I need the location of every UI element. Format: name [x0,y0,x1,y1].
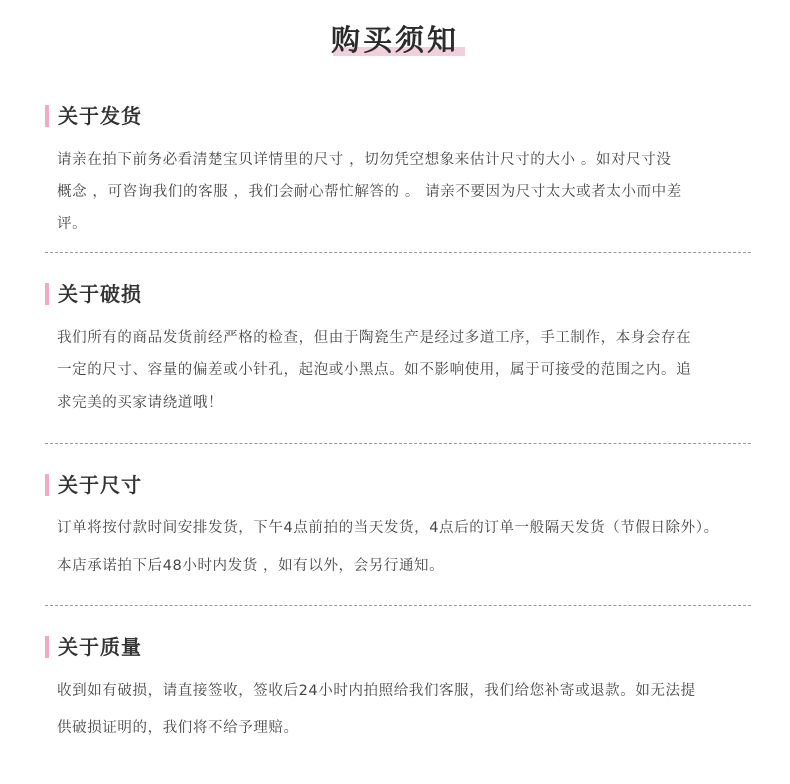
section-heading: 关于破损 [58,282,142,306]
section-text-line: 我们所有的商品发货前经严格的检查，但由于陶瓷生产是经过多道工序，手工制作，本身会存在 [57,330,692,346]
section-heading: 关于质量 [58,635,142,659]
section-text-line: 概念 ，可咨询我们的客服 ，我们会耐心帮忙解答的 。 请亲不要因为尺寸太大或者太小而中差 [57,184,682,200]
section-text-line: 一定的尺寸、容量的偏差或小针孔，起泡或小黑点。如不影响使用，属于可接受的范围之内。追 [57,362,692,378]
page-title [327,18,463,62]
section-accent-bar [45,105,49,127]
section-heading: 关于发货 [58,104,142,128]
page-title-text: 购买须知 [330,23,459,57]
section-text-line: 供破损证明的，我们将不给予理赔。 [57,720,299,736]
page-title-wrap [0,18,790,62]
section-accent-bar [45,283,49,305]
section-text-line: 请亲在拍下前务必看清楚宝贝详情里的尺寸 ，切勿凭空想象来估计尺寸的大小 。如对尺寸没 [57,152,672,168]
section-text-line: 订单将按付款时间安排发货，下午4点前拍的当天发货，4点后的订单一般隔天发货（节假日除外）。 [57,520,719,536]
section-text-line: 求完美的买家请绕道哦！ [57,395,224,411]
section-divider [45,443,751,444]
section-text-line: 评。 [57,216,88,232]
section-heading: 关于尺寸 [58,473,142,497]
section-divider [45,252,751,253]
section-divider [45,605,751,606]
section-text-line: 收到如有破损，请直接签收，签收后24小时内拍照给我们客服，我们给您补寄或退款。如无法提 [57,683,696,699]
section-accent-bar [45,636,49,658]
section-accent-bar [45,474,49,496]
section-text-line: 本店承诺拍下后48小时内发货 ，如有以外，会另行通知。 [57,558,445,574]
